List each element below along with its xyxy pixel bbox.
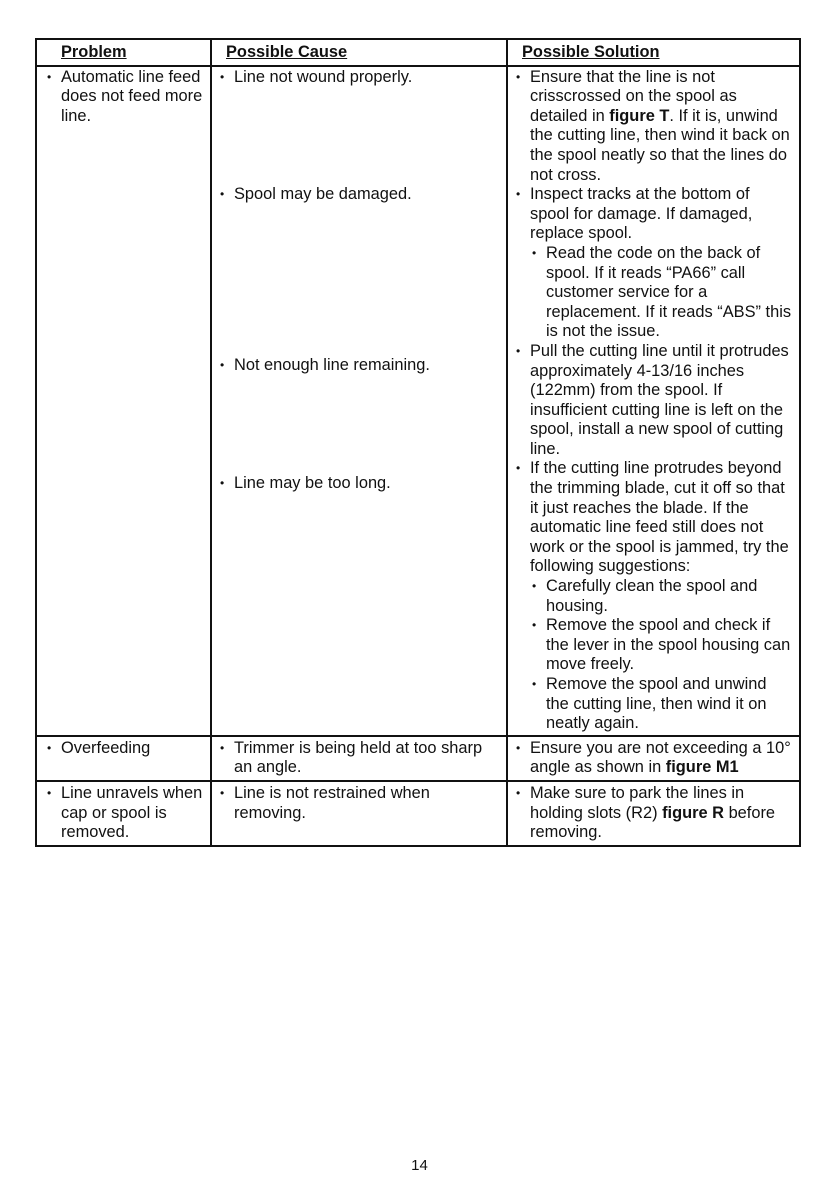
- solution-text: Make sure to park the lines in holding slots (R2) figure R before removing.: [530, 783, 776, 842]
- page-number: 14: [411, 1157, 428, 1174]
- problem-text: Automatic line feed does not feed more line.: [61, 67, 203, 125]
- table-row: • Line unravels when cap or spool is removed. • Line is not restrained when removing. • Make sure to park the lines in holding slots (R2) figure R before removing.: [37, 782, 799, 845]
- solution-text: Inspect tracks at the bottom of spool for damage. If damaged, replace spool.: [530, 185, 753, 243]
- solution-text: Ensure that the line is not crisscrossed on the spool as detailed in figure T. If it is, unwind the cutting line, then wind it back on the spool neatly so that the lines do not cross.: [530, 67, 790, 184]
- cause-text: Trimmer is being held at too sharp an angle.: [234, 738, 483, 777]
- problem-text: Overfeeding: [61, 738, 151, 757]
- solution-text: Ensure you are not exceeding a 10° angle as shown in figure M1: [530, 738, 791, 777]
- solution-text: Pull the cutting line until it protrudes approximately 4-13/16 inches (122mm) from the spool. If insufficient cutting line is left on the spool, install a new spool of cutting line.: [530, 341, 789, 458]
- bullet: •: [47, 69, 52, 84]
- troubleshooting-table: [35, 38, 801, 847]
- solution-subitem: Remove the spool and check if the lever in the spool housing can move freely.: [546, 616, 791, 674]
- cause-text: Not enough line remaining.: [234, 355, 430, 374]
- header-possible-cause: Possible Cause: [226, 43, 348, 61]
- solution-subitem: Remove the spool and unwind the cutting line, then wind it on neatly again.: [546, 675, 767, 733]
- problem-text: Line unravels when cap or spool is removed.: [61, 783, 203, 842]
- table-row: • Automatic line feed does not feed more line. • Line not wound properly. • Spool may be damaged. • Not enough line remaining. • Line may be too long. • Ensure that the line is not crisscrossed on the spool as detailed in figure T. If it is, unwind the cutting line, then wind it back on the spool neatly so that the lines do not cross. • Inspect tracks at the bottom of spool for damage. If damaged, replace spool. • Read the code on the back of spool. If it reads “PA66” call customer service for a replacement. If it reads “ABS” this is not the issue. • Pull the cutting line until it protrudes approximately 4-13/16 inches (122mm) from the spool. If insufficient cutting line is left on the spool, install a new spool of cutting line. • If the cutting line protrudes beyond the trimming blade, cut it off so that it just reaches the blade. If the automatic line feed still does not work or the spool is jammed, try the following suggestions: • Carefully clean the spool and housing. • Remove the spool and check if the lever in the spool housing can move freely. • Remove the spool and unwind the cutting line, then wind it on neatly again.: [37, 67, 799, 737]
- cause-text: Line not wound properly.: [234, 67, 413, 86]
- solution-text: If the cutting line protrudes beyond the trimming blade, cut it off so that it just reaches the blade. If the automatic line feed still does not work or the spool is jammed, try the following suggestions:: [530, 459, 789, 576]
- cause-text: Line is not restrained when removing.: [234, 783, 430, 822]
- table-row: • Overfeeding • Trimmer is being held at too sharp an angle. • Ensure you are not exceeding a 10° angle as shown in figure M1: [37, 737, 799, 782]
- cause-text: Line may be too long.: [234, 473, 391, 492]
- solution-subitem: Carefully clean the spool and housing.: [546, 577, 758, 615]
- header-problem: Problem: [61, 43, 127, 61]
- header-possible-solution: Possible Solution: [522, 43, 660, 61]
- cause-text: Spool may be damaged.: [234, 184, 412, 203]
- table-header-row: [37, 40, 799, 67]
- solution-subitem: Read the code on the back of spool. If it reads “PA66” call customer service for a replacement. If it reads “ABS” this is not the issue.: [546, 243, 792, 341]
